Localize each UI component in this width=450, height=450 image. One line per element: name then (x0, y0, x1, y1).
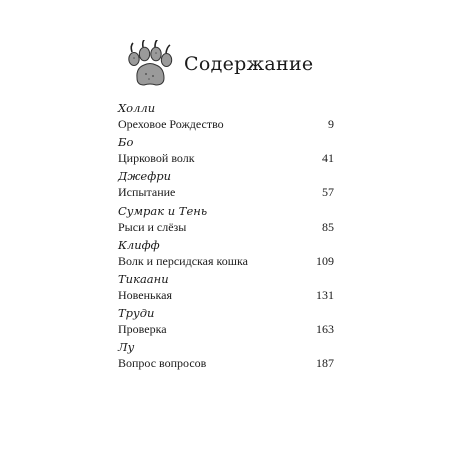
page-title: Содержание (184, 53, 314, 75)
toc-row[interactable] (118, 322, 334, 337)
toc-story-title: Волк и персидская кошка (118, 253, 248, 268)
toc-story-title: Испытание (118, 185, 176, 200)
toc-page-number: 131 (316, 287, 334, 302)
toc-row[interactable] (118, 117, 334, 132)
toc-story-title: Проверка (118, 322, 167, 337)
toc-row[interactable] (118, 356, 334, 371)
toc-author: Бо (118, 135, 134, 150)
toc-author: Сумрак и Тень (118, 203, 208, 218)
table-of-contents (118, 102, 334, 376)
toc-entry (118, 170, 334, 204)
toc-author: Тикаани (118, 271, 169, 286)
toc-entry (118, 307, 334, 341)
toc-row[interactable] (118, 288, 334, 303)
toc-row[interactable] (118, 151, 334, 166)
toc-page-number: 187 (316, 356, 334, 371)
toc-page-number: 57 (322, 185, 334, 200)
toc-page-number: 109 (316, 253, 334, 268)
toc-author: Труди (118, 306, 155, 321)
paw-print-icon (124, 40, 176, 88)
toc-author: Джефри (118, 169, 171, 184)
toc-entry (118, 136, 334, 170)
toc-story-title: Вопрос вопросов (118, 356, 207, 371)
toc-story-title: Новенькая (118, 287, 172, 302)
toc-author: Лу (118, 340, 135, 355)
toc-story-title: Рыси и слёзы (118, 219, 187, 234)
toc-page-number: 163 (316, 322, 334, 337)
toc-row[interactable] (118, 254, 334, 269)
toc-entry (118, 102, 334, 136)
toc-entry (118, 239, 334, 273)
toc-story-title: Ореховое Рождество (118, 117, 224, 131)
toc-entry (118, 205, 334, 239)
toc-entry (118, 273, 334, 307)
toc-page-number: 41 (322, 151, 334, 166)
toc-author: Холли (118, 101, 156, 115)
toc-page-number: 9 (328, 117, 334, 131)
toc-row[interactable] (118, 220, 334, 235)
toc-row[interactable] (118, 185, 334, 200)
toc-page-number: 85 (322, 219, 334, 234)
toc-entry (118, 341, 334, 375)
toc-story-title: Цирковой волк (118, 151, 195, 166)
toc-header (124, 40, 313, 88)
toc-author: Клифф (118, 237, 160, 252)
